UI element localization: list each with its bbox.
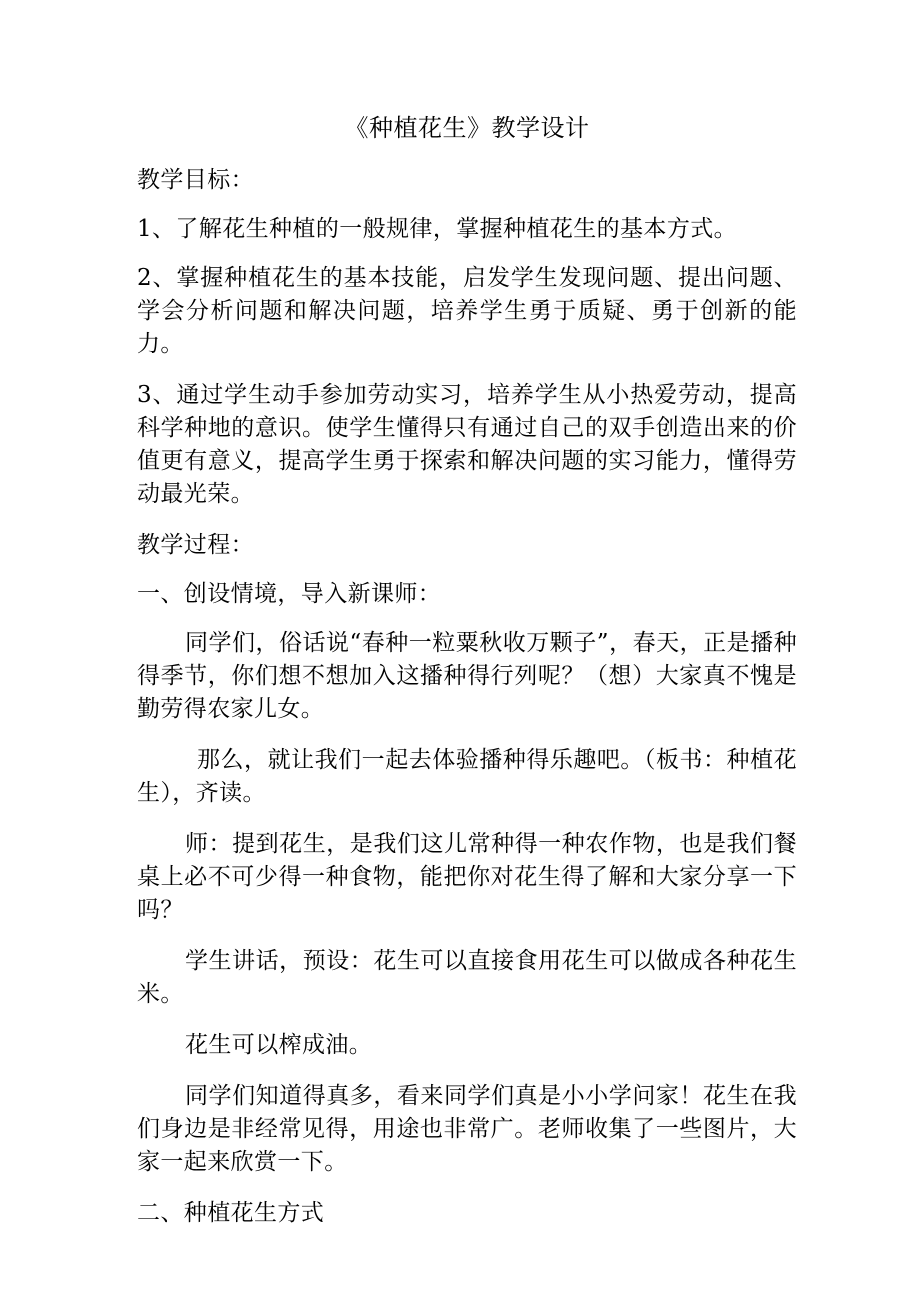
goal-item-3: 3、通过学生动手参加劳动实习，培养学生从小热爱劳动，提高科学种地的意识。使学生懂得只有通过自己的双手创造出来的价值更有意义，提高学生勇于探索和解决问题的实习能力，懂得劳动最光荣。	[137, 382, 797, 507]
paragraph-teacher-summary: 同学们知道得真多，看来同学们真是小小学问家！花生在我们身边是非经常见得，用途也非常广。老师收集了一些图片，大家一起来欣赏一下。	[137, 1083, 797, 1175]
goal-item-1: 1、了解花生种植的一般规律，掌握种植花生的基本方式。	[137, 216, 738, 242]
paragraph-experience: 那么，就让我们一起去体验播种得乐趣吧。（板书：种植花生），齐读。	[137, 747, 797, 806]
section-1-heading: 一、创设情境，导入新课师：	[137, 581, 442, 607]
paragraph-intro: 同学们，俗话说“春种一粒粟秋收万颗子”，春天，正是播种得季节，你们想不想加入这播种得行列呢？（想）大家真不愧是勤劳得农家儿女。	[137, 630, 797, 722]
document-title: 《种植花生》教学设计	[344, 114, 590, 142]
goals-heading: 教学目标：	[137, 167, 254, 193]
section-2-heading: 二、种植花生方式	[137, 1200, 325, 1226]
paragraph-teacher-question: 师：提到花生，是我们这儿常种得一种农作物，也是我们餐桌上必不可少得一种食物，能把你对花生得了解和大家分享一下吗？	[137, 831, 797, 923]
paragraph-oil: 花生可以榨成油。	[185, 1032, 373, 1058]
goal-item-2: 2、掌握种植花生的基本技能，启发学生发现问题、提出问题、学会分析问题和解决问题，培养学生勇于质疑、勇于创新的能力。	[137, 265, 797, 357]
document-body	[137, 114, 797, 1248]
process-heading: 教学过程：	[137, 532, 254, 558]
paragraph-student-answer: 学生讲话，预设：花生可以直接食用花生可以做成各种花生米。	[137, 948, 797, 1007]
